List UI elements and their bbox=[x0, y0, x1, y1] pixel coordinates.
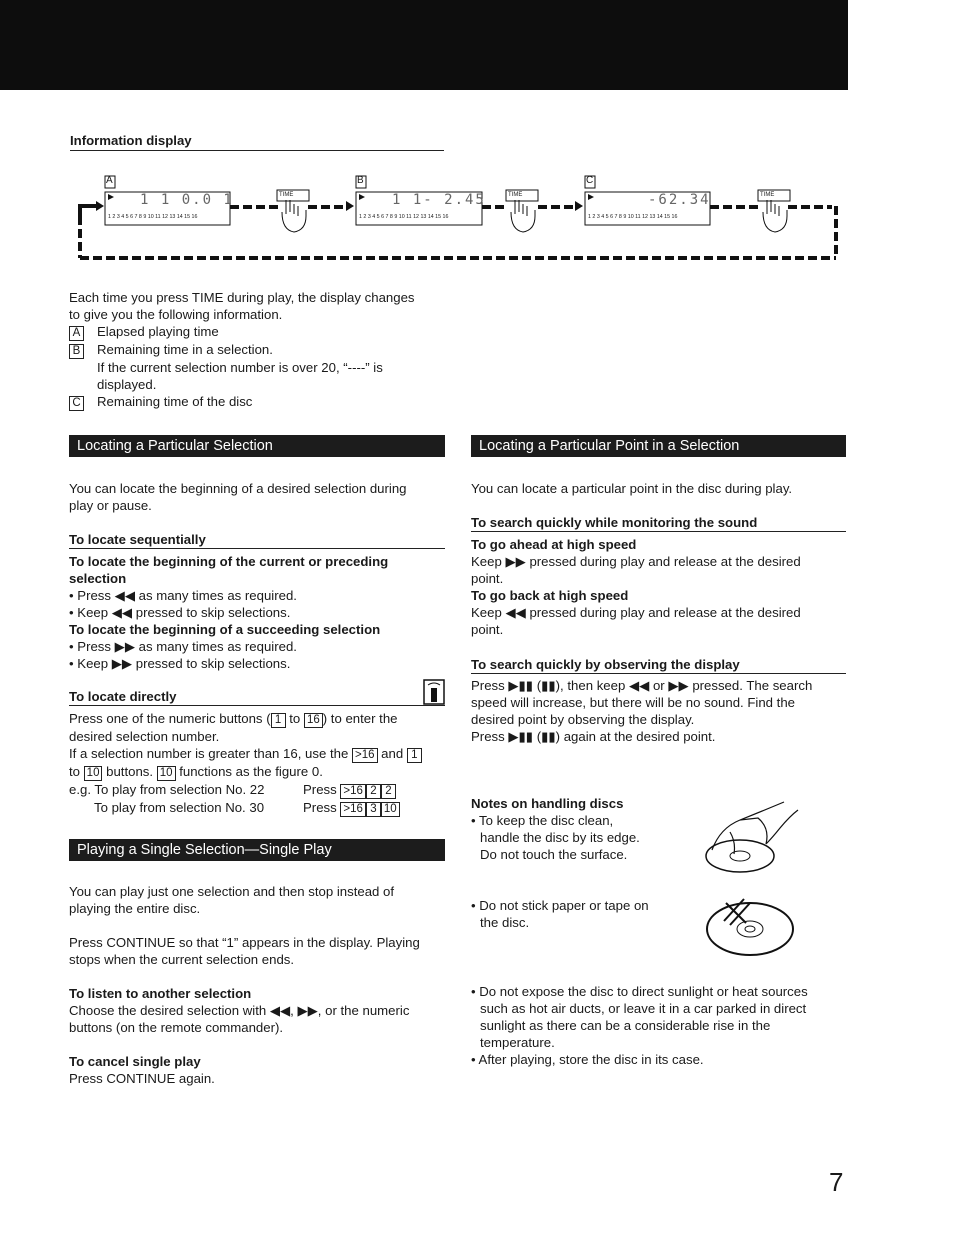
prev-track-icon: ◀◀ bbox=[111, 605, 133, 620]
remote-commander-icon bbox=[423, 679, 445, 705]
handling-discs-content: Notes on handling discs • To keep the disc clean, handle the disc by its edge. Do not touch the surface. • Do not stick paper or tape on the disc. bbox=[471, 796, 649, 930]
button-10: 10 bbox=[157, 766, 176, 781]
disc-handling-illustration bbox=[700, 798, 804, 876]
display-a-readout: 1 1 0.0 1 bbox=[140, 192, 234, 208]
info-item-b-note: If the current selection number is over 20, “----” is displayed. bbox=[97, 360, 383, 392]
locate-directly-rule bbox=[69, 705, 445, 706]
info-display-text: Each time you press TIME during play, the display changes to give you the following information. A Elapsed playing time B Remaining time in a selection. If the current selection number is over 20, “----” is displayed. C Remaining time of the disc bbox=[69, 289, 449, 411]
button-gt16: >16 bbox=[352, 748, 378, 763]
locate-sequentially-title: To locate sequentially bbox=[69, 532, 206, 547]
locate-sequentially-rule bbox=[69, 548, 445, 549]
locating-selection-intro: You can locate the beginning of a desired selection during play or pause. bbox=[69, 481, 407, 513]
display-c-track-numbers: 1 2 3 4 5 6 7 8 9 10 11 12 13 14 15 16 bbox=[588, 214, 678, 220]
display-b-track-numbers: 1 2 3 4 5 6 7 8 9 10 11 12 13 14 15 16 bbox=[359, 214, 449, 220]
info-item-c: C Remaining time of the disc bbox=[69, 393, 449, 411]
top-black-band bbox=[0, 0, 848, 90]
display-b-label: B bbox=[357, 175, 364, 186]
page-number: 7 bbox=[829, 1167, 844, 1197]
display-a-track-numbers: 1 2 3 4 5 6 7 8 9 10 11 12 13 14 15 16 bbox=[108, 214, 198, 220]
time-button-1-label: TIME bbox=[279, 192, 294, 198]
next-track-icon: ▶▶ bbox=[114, 639, 135, 654]
search-sound-content: To go ahead at high speed Keep ▶▶ pressed during play and release at the desired point. To go back at high speed Keep ◀◀ pressed during play and release at the desired point. bbox=[471, 537, 801, 637]
search-display-content: Press ▶▮▮ (▮▮), then keep ◀◀ or ▶▶ pressed. The search speed will increase, but there will be no sound. Find the desired point by observing the display. Press ▶▮▮ (▮▮) again at the desired point. bbox=[471, 678, 813, 744]
locate-directly-title: To locate directly bbox=[69, 689, 177, 704]
info-display-rule bbox=[70, 150, 444, 151]
search-sound-title: To search quickly while monitoring the sound bbox=[471, 515, 758, 530]
prev-track-icon: ◀◀ bbox=[114, 588, 135, 603]
search-display-rule bbox=[471, 673, 846, 674]
fast-forward-icon: ▶▶ bbox=[668, 678, 689, 693]
example-30: To play from selection No. 30 Press >16 3 10 bbox=[69, 799, 449, 817]
display-a-label: A bbox=[106, 175, 113, 186]
info-item-b: B Remaining time in a selection. bbox=[69, 341, 449, 359]
locating-point-intro: You can locate a particular point in the disc during play. bbox=[471, 481, 793, 496]
button-1: 1 bbox=[407, 748, 422, 763]
example-22: e.g. To play from selection No. 22 Press >16 2 2 bbox=[69, 781, 449, 799]
search-sound-rule bbox=[471, 531, 846, 532]
play-pause-icon: ▶▮▮ bbox=[508, 678, 534, 693]
button-16: 16 bbox=[304, 713, 323, 728]
time-button-3-label: TIME bbox=[760, 192, 775, 198]
time-button-2-label: TIME bbox=[508, 192, 523, 198]
section-header-locating-selection: Locating a Particular Selection bbox=[69, 435, 445, 457]
button-1: 1 bbox=[271, 713, 286, 728]
single-play-content: You can play just one selection and then stop instead of playing the entire disc. Press CONTINUE so that “1” appears in the display. Playing stops when the current selection ends. To listen to another selection Choose the desired selection with ◀◀, ▶▶, or the numeric buttons (on the remote commander). To cancel single play Press CONTINUE again. bbox=[69, 884, 420, 1086]
locate-sequential-content: To locate the beginning of the current or preceding selection • Press ◀◀ as many times as required. • Keep ◀◀ pressed to skip selections. To locate the beginning of a succeeding selection • Press ▶▶ as many times as required. • Keep ▶▶ pressed to skip selections. bbox=[69, 554, 389, 671]
display-b-readout: 1 1- 2.45 bbox=[392, 192, 486, 208]
play-pause-icon: ▶▮▮ bbox=[508, 729, 534, 744]
section-header-single-play: Playing a Single Selection—Single Play bbox=[69, 839, 445, 861]
info-display-title: Information display bbox=[70, 133, 192, 148]
search-display-title: To search quickly by observing the display bbox=[471, 657, 740, 672]
display-c-readout: -62.34 bbox=[648, 192, 711, 208]
rewind-icon: ◀◀ bbox=[628, 678, 650, 693]
section-header-locating-point: Locating a Particular Point in a Selection bbox=[471, 435, 846, 457]
fast-forward-icon: ▶▶ bbox=[505, 554, 526, 569]
info-item-a: A Elapsed playing time bbox=[69, 323, 449, 341]
display-c-label: C bbox=[586, 175, 594, 186]
next-track-icon: ▶▶ bbox=[297, 1003, 318, 1018]
rewind-icon: ◀◀ bbox=[505, 605, 526, 620]
disc-no-tape-illustration bbox=[704, 893, 798, 959]
next-track-icon: ▶▶ bbox=[111, 656, 133, 671]
button-10: 10 bbox=[84, 766, 103, 781]
prev-track-icon: ◀◀ bbox=[269, 1003, 291, 1018]
locate-directly-content: Press one of the numeric buttons ( 1 to 16 ) to enter the desired selection number. If a selection number is greater than 16, use the >16 and 1 to 10 buttons. 10 functions as the figure 0. e.g. To play from selection No. 22 Press >16 2 2 To play from selection No. 30 Press >16 3 10 bbox=[69, 710, 449, 817]
handling-discs-more: • Do not expose the disc to direct sunlight or heat sources such as hot air ducts, or leave it in a car parked in direct sunlight as there can be a considerable rise in the temperature. • After playing, store the disc in its case. bbox=[471, 984, 808, 1067]
